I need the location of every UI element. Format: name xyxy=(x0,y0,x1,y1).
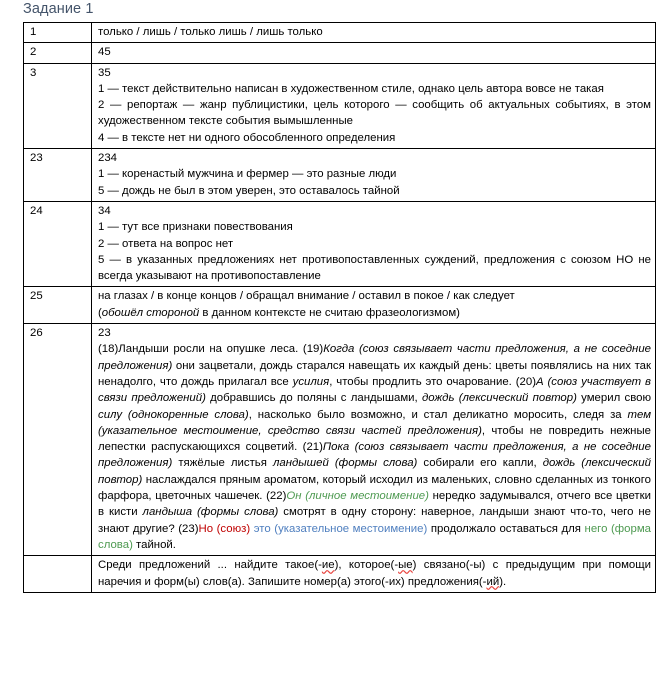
analysis-italic: ландыша (формы слова) xyxy=(142,506,279,519)
row-number: 25 xyxy=(24,287,92,324)
answer-line: 45 xyxy=(98,46,111,59)
answers-table xyxy=(23,22,656,593)
answer-line: 2 — ответа на вопрос нет xyxy=(98,237,234,250)
analysis-text: тайной. xyxy=(132,538,176,551)
row-answer xyxy=(92,201,656,286)
row-answer xyxy=(92,287,656,324)
answer-line: 5 — дождь не был в этом уверен, это оставалось тайной xyxy=(98,184,400,197)
table-row xyxy=(24,287,656,324)
task-prompt xyxy=(98,557,651,590)
row-number: 26 xyxy=(24,324,92,556)
page-title: Задание 1 xyxy=(23,1,94,17)
table-row xyxy=(24,23,656,43)
row-number: 1 xyxy=(24,23,92,43)
analysis-italic: усилия xyxy=(292,375,330,388)
table-row xyxy=(24,43,656,63)
analysis-red-word: Но (союз) xyxy=(198,522,251,535)
prompt-text: ), которое(- xyxy=(334,559,399,572)
answer-line: 5 — в указанных предложениях нет противопоставленных суждений, предложения с союзом НО не всегда указывают на противопоставление xyxy=(98,253,651,283)
prompt-text: ) связано(-ы) с предыдущим при помощи наречия и форм(ы) слов(а). Запишите номер(а) этого(-их) предложения(- xyxy=(98,559,651,588)
table-row xyxy=(24,324,656,556)
analysis-text: (18)Ландыши росли на опушке леса. (19) xyxy=(98,343,324,356)
answer-line: 1 — коренастый мужчина и фермер — это разные люди xyxy=(98,168,397,181)
table-row xyxy=(24,201,656,286)
analysis-text: нередко задумывался, отчего все цветки в кисти xyxy=(98,490,651,519)
analysis-text: добравшись до поляны с ландышами, xyxy=(205,392,422,405)
answer-line: 234 xyxy=(98,152,118,165)
row-answer xyxy=(92,43,656,63)
analysis-text: собирали его капли, xyxy=(417,457,543,470)
table-row xyxy=(24,149,656,202)
answer-line: 23 xyxy=(98,327,111,340)
row-number xyxy=(24,556,92,593)
row-answer xyxy=(92,556,656,593)
row-answer xyxy=(92,149,656,202)
prompt-text: Среди предложений ... найдите такое(- xyxy=(98,559,322,572)
analysis-italic: Когда (союз связывает части предложения, а не соседние предложения) xyxy=(98,343,651,372)
row-number: 3 xyxy=(24,63,92,148)
spellcheck-word: ие xyxy=(321,559,335,572)
analysis-text: тяжёлые листья xyxy=(172,457,273,470)
analysis-italic: А (союз участвует в связи предложений) xyxy=(98,375,651,405)
analysis-italic: силу (однокоренные слова) xyxy=(98,408,249,421)
analysis-green-pronoun: него xyxy=(584,522,608,535)
analysis-red-conjunction xyxy=(199,523,251,535)
analysis-italic: Пока (союз связывает части предложения, а не соседние предложения) xyxy=(98,441,651,470)
analysis-italic: дождь (лексический повтор) xyxy=(421,392,577,405)
note-rest: в данном контексте не считаю фразеологизмом) xyxy=(199,306,460,319)
analysis-text: продолжало оставаться для xyxy=(427,522,585,535)
answer-line: 1 — тут все признаки повествования xyxy=(98,221,293,234)
answer-note: (обошёл стороной в данном контексте не считаю фразеологизмом) xyxy=(98,306,460,319)
note-italic-term: обошёл стороной xyxy=(101,306,200,319)
analysis-italic: ландышей (формы слова) xyxy=(272,457,418,470)
prompt-text: ). xyxy=(499,575,507,588)
answer-line: 4 — в тексте нет ни одного обособленного определения xyxy=(98,131,396,144)
analysis-text: они зацветали, дождь старался навещать их каждый день: цветы появлялись на них так ненадолго, что дождь прилагал все xyxy=(98,359,651,388)
spellcheck-word: ий xyxy=(486,575,500,588)
analysis-green-note: (форма слова) xyxy=(98,522,651,551)
answer-line: 1 — текст действительно написан в художественном стиле, однако цель автора вовсе не такая xyxy=(98,82,604,95)
analysis-paragraph xyxy=(98,341,651,553)
analysis-italic: тем (указательное местоимение, средство связи частей предложения) xyxy=(98,408,652,437)
analysis-italic: дождь (лексический повтор) xyxy=(98,457,651,486)
row-number: 23 xyxy=(24,149,92,202)
row-answer xyxy=(92,324,656,556)
analysis-italic-green: Он (личное местоимение) xyxy=(286,490,429,503)
table-row xyxy=(24,63,656,148)
answer-line: 35 xyxy=(98,66,111,79)
answer-line: 34 xyxy=(98,204,111,217)
answer-line: на глазах / в конце концов / обращал внимание / оставил в покое / как следует xyxy=(98,290,515,303)
analysis-text: наслаждался пряным ароматом, который исходил из маленьких, словно сделанных из тонкого фарфора, цветочных чашечек. (22) xyxy=(98,473,651,503)
table-row xyxy=(24,556,656,593)
analysis-text: , чтобы продлить это очарование. (20) xyxy=(329,375,536,388)
analysis-blue-pronoun: это (указательное местоимение) xyxy=(250,522,428,535)
row-number: 2 xyxy=(24,43,92,63)
row-answer xyxy=(92,63,656,148)
analysis-text: умерил свою xyxy=(576,392,651,405)
answer-line: 2 — репортаж — жанр публицистики, цель которого — сообщить об актуальных событиях, в этом художественном тексте события вымышленные xyxy=(98,99,651,128)
spellcheck-word: ые xyxy=(398,559,413,572)
analysis-text: , насколько было возможно, и стал деликатно моросить, следя за xyxy=(248,408,628,421)
row-answer xyxy=(92,23,656,43)
row-number: 24 xyxy=(24,201,92,286)
answer-line: только / лишь / только лишь / лишь только xyxy=(98,26,323,38)
analysis-text: , чтобы не повредить нежные лепестки распускающихся соцветий. (21) xyxy=(98,424,651,454)
analysis-text: смотрят в одну сторону: наверное, ландыши знают что-то, чего не знают другие? (23) xyxy=(98,506,651,535)
